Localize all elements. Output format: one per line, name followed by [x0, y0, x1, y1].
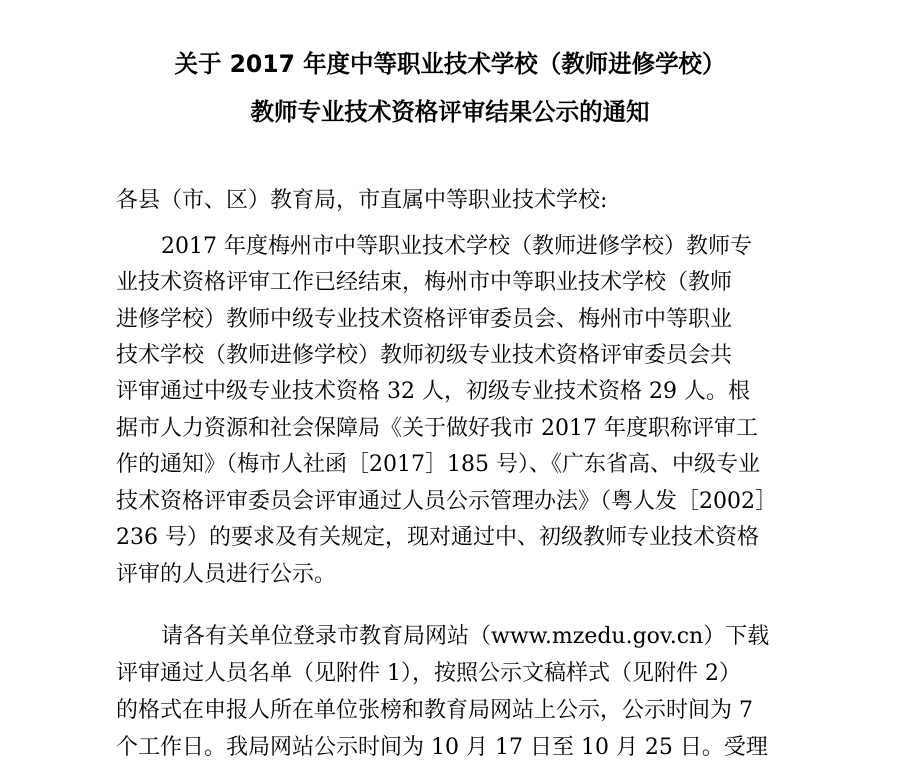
paragraph-1-line: 技术学校（教师进修学校）教师初级专业技术资格评审委员会共: [116, 343, 733, 368]
document-title-line-1: 关于 2017 年度中等职业技术学校（教师进修学校）: [174, 50, 726, 78]
paragraph-1-line: 2017 年度梅州市中等职业技术学校（教师进修学校）教师专: [161, 234, 752, 259]
paragraph-2-line: 评审通过人员名单（见附件 1），按照公示文稿样式（见附件 2）: [116, 661, 741, 686]
paragraph-1-line: 技术资格评审委员会评审通过人员公示管理办法》（粤人发［2002］: [116, 489, 777, 514]
paragraph-2-line: 的格式在申报人所在单位张榜和教育局网站上公示，公示时间为 7: [116, 698, 753, 723]
paragraph-2-line: 个工作日。我局网站公示时间为 10 月 17 日至 10 月 25 日。受理: [116, 735, 768, 760]
paragraph-1-line: 评审通过中级专业技术资格 32 人，初级专业技术资格 29 人。根: [116, 379, 750, 404]
paragraph-1-line: 业技术资格评审工作已经结束，梅州市中等职业技术学校（教师: [116, 270, 733, 295]
paragraph-1-line: 据市人力资源和社会保障局《关于做好我市 2017 年度职称评审工: [116, 416, 758, 441]
document-title-line-2: 教师专业技术资格评审结果公示的通知: [250, 98, 650, 126]
paragraph-1-line: 236 号）的要求及有关规定，现对通过中、初级教师专业技术资格: [116, 525, 759, 550]
salutation: 各县（市、区）教育局，市直属中等职业技术学校:: [116, 188, 608, 213]
paragraph-1-line: 作的通知》（梅市人社函［2017］185 号）、《广东省高、中级专业: [116, 452, 760, 477]
paragraph-2-line: 请各有关单位登录市教育局网站（www.mzedu.gov.cn）下载: [161, 624, 770, 649]
paragraph-1-line: 进修学校）教师中级专业技术资格评审委员会、梅州市中等职业: [116, 307, 733, 332]
paragraph-1-line: 评审的人员进行公示。: [116, 562, 337, 587]
